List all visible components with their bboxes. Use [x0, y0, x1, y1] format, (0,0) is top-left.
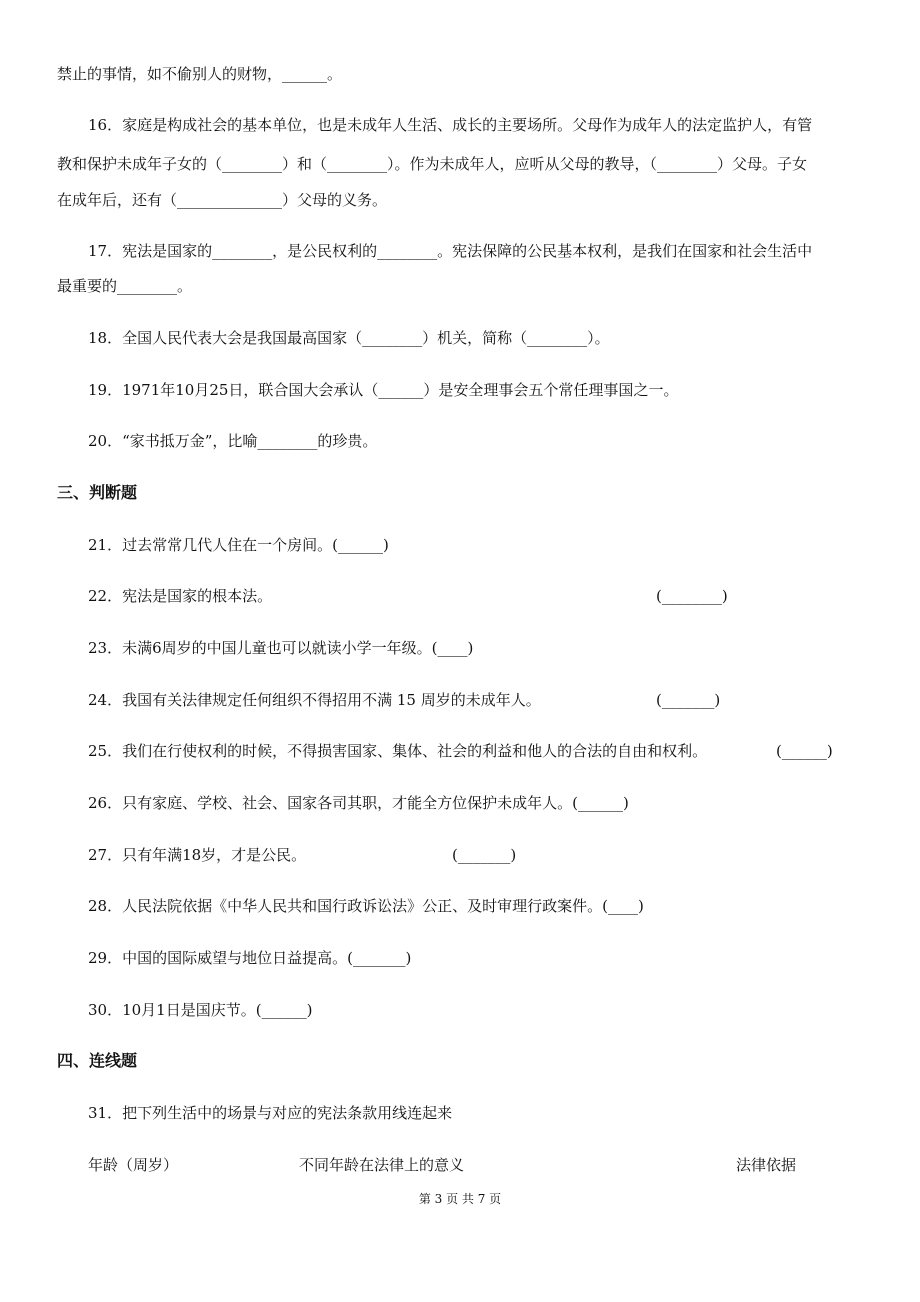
question-28: 28．人民法院依据《中华人民共和国行政诉讼法》公正、及时审理行政案件。(____) — [88, 897, 644, 915]
question-17-line-2: 最重要的________。 — [57, 277, 193, 295]
text-line: 禁止的事情，如不偷别人的财物，______。 — [57, 65, 343, 83]
question-29: 29．中国的国际威望与地位日益提高。(_______) — [88, 949, 412, 967]
section-3-heading: 三、判断题 — [57, 483, 138, 502]
page-footer: 第 3 页 共 7 页 — [418, 1192, 502, 1206]
question-31: 31．把下列生活中的场景与对应的宪法条款用线连起来 — [88, 1104, 453, 1122]
question-16-line-1: 16．家庭是构成社会的基本单位，也是未成年人生活、成长的主要场所。父母作为成年人的法定监护人，有管 — [88, 116, 813, 134]
question-16-line-2: 教和保护未成年子女的（________）和（________）。作为未成年人，应听从父母的教导，（________）父母。子女 — [57, 155, 808, 173]
question-23: 23．未满6周岁的中国儿童也可以就读小学一年级。(____) — [88, 639, 474, 657]
question-27-answer-blank: (_______) — [452, 846, 517, 864]
question-16-line-3: 在成年后，还有（______________）父母的义务。 — [57, 191, 388, 209]
question-17-line-1: 17．宪法是国家的________，是公民权利的________。宪法保障的公民基本权利，是我们在国家和社会生活中 — [88, 242, 813, 260]
question-19: 19．1971年10月25日，联合国大会承认（______）是安全理事会五个常任理事国之一。 — [88, 381, 679, 399]
question-24: 24．我国有关法律规定任何组织不得招用不满 15 周岁的未成年人。 — [88, 691, 541, 709]
question-25: 25．我们在行使权利的时候，不得损害国家、集体、社会的利益和他人的合法的自由和权利。 — [88, 742, 708, 760]
question-24-answer-blank: (_______) — [656, 691, 721, 709]
question-18: 18．全国人民代表大会是我国最高国家（________）机关，简称（________）。 — [88, 329, 610, 347]
column-header-meaning: 不同年龄在法律上的意义 — [299, 1156, 465, 1174]
question-25-answer-blank: (______) — [776, 742, 833, 760]
question-22-answer-blank: (________) — [656, 587, 728, 605]
section-4-heading: 四、连线题 — [57, 1051, 138, 1070]
question-27: 27．只有年满18岁，才是公民。 — [88, 846, 307, 864]
question-21: 21．过去常常几代人住在一个房间。(______) — [88, 536, 389, 554]
question-20: 20．“家书抵万金”，比喻________的珍贵。 — [88, 432, 378, 450]
question-22: 22．宪法是国家的根本法。 — [88, 587, 273, 605]
question-30: 30．10月1日是国庆节。(______) — [88, 1001, 313, 1019]
column-header-legal-basis: 法律依据 — [736, 1156, 797, 1174]
column-header-age: 年龄（周岁） — [88, 1156, 179, 1174]
question-26: 26．只有家庭、学校、社会、国家各司其职，才能全方位保护未成年人。(______) — [88, 794, 629, 812]
